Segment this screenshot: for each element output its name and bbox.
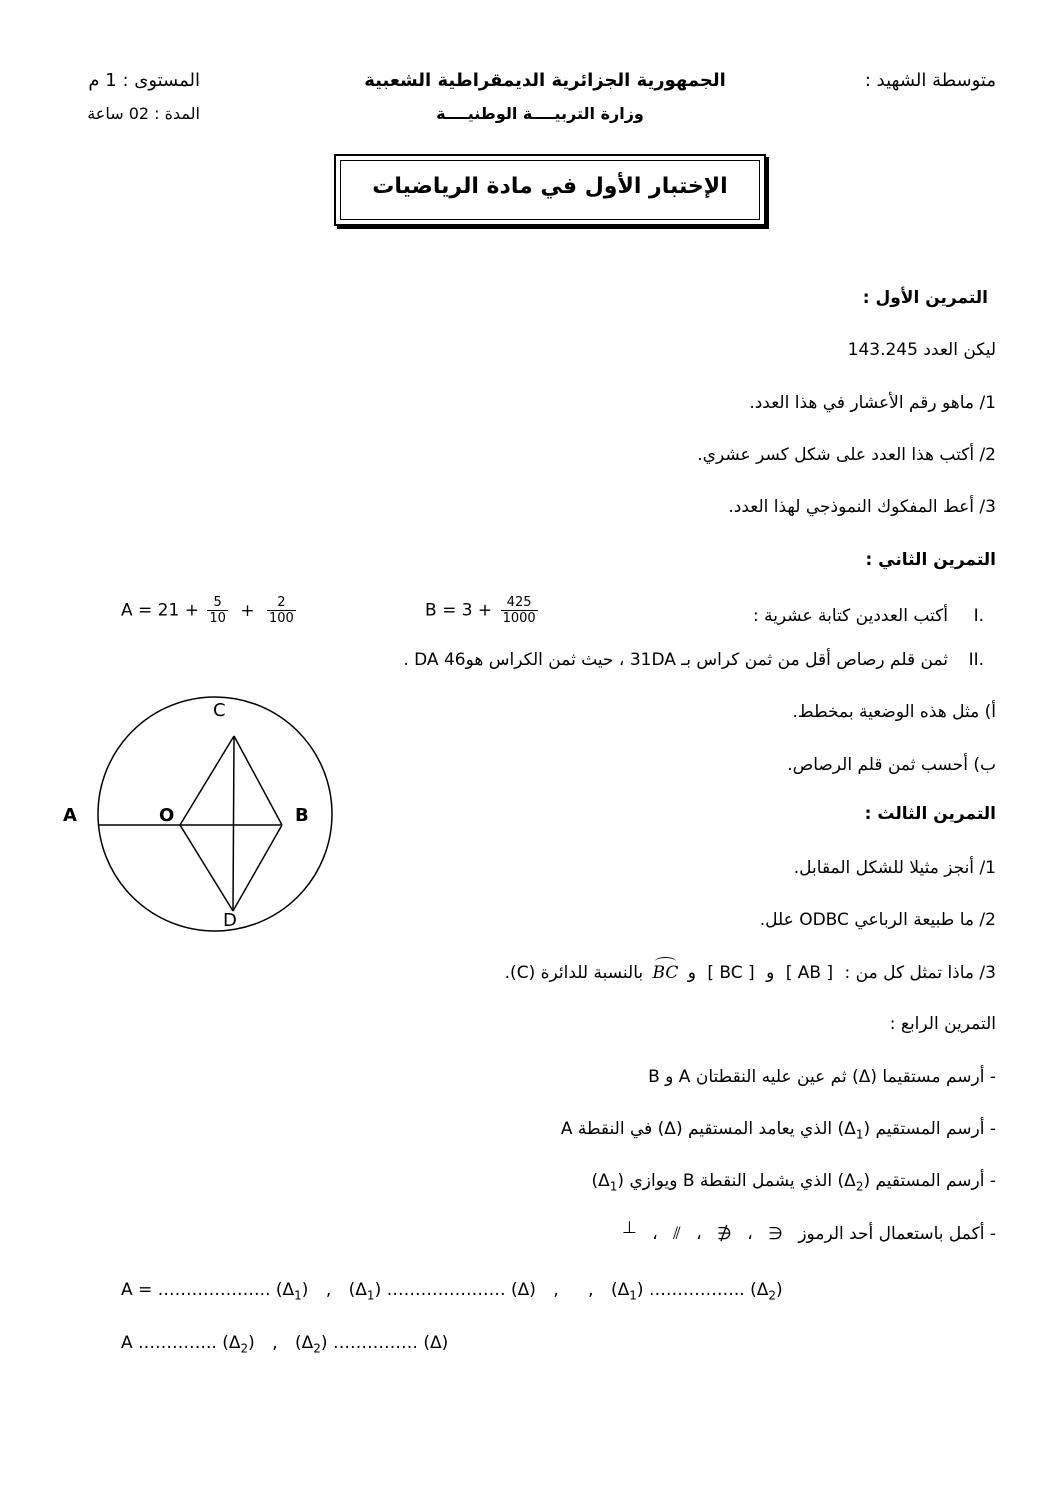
ex2-p1-text: أكتب العددين كتابة عشرية :	[752, 606, 948, 626]
ex4-l1: - أرسم مستقيما (Δ) ثم عين عليه النقطتان A و B	[648, 1067, 996, 1087]
row1-item3-sub: 1	[629, 1288, 637, 1303]
expr-b-fraction	[501, 595, 538, 626]
row1-comma-1: ,	[325, 1280, 332, 1300]
ex4-l3-sub: 2	[855, 1179, 864, 1194]
circle-figure	[50, 696, 410, 936]
ex4-l3-sub2: 1	[609, 1179, 618, 1194]
row1-item3-post2: )	[776, 1280, 783, 1300]
ex1-heading: التمرين الأول :	[862, 288, 988, 308]
expr-b	[425, 595, 541, 626]
row2-item2-sub: 2	[313, 1341, 321, 1356]
completion-row-1	[121, 1280, 783, 1302]
symbol-parallel: ⫽	[673, 1224, 681, 1244]
row2-item2	[295, 1333, 449, 1356]
row1-item3-sub2: 2	[768, 1288, 776, 1303]
ex4-l3	[592, 1171, 997, 1193]
ex1-q3: 3/ أعط المفكوك النموذجي لهذا العدد.	[728, 497, 996, 517]
row2-item1-sub: 2	[240, 1341, 249, 1356]
row1-item1-pre: A = ……………….. (Δ	[121, 1280, 295, 1300]
row1-item3-pre: (Δ	[610, 1280, 630, 1300]
ex4-l2-a: - أرسم المستقيم (Δ	[844, 1119, 996, 1139]
ex4-l2-b: ) الذي يعامد المستقيم (Δ) في النقطة A	[560, 1119, 845, 1139]
ex2-heading: التمرين الثاني :	[865, 550, 996, 570]
label-a: A	[63, 805, 77, 826]
ex3-q3-bc: [ BC ]	[707, 963, 755, 983]
symbol-not-in: ∉	[717, 1224, 732, 1244]
expr-b-lhs: B = 3 +	[425, 600, 493, 621]
symbol-perp: ⊥	[621, 1218, 637, 1238]
ex3-heading: التمرين الثالث :	[864, 804, 996, 824]
ex4-l3-c: )	[591, 1171, 599, 1191]
ex2-p2-text: ثمن قلم رصاص أقل من ثمن كراس بـ 31DA ، حيث ثمن الكراس هو46 DA .	[403, 650, 948, 670]
row1-item1-post: )	[301, 1280, 309, 1300]
expr-a-f1-num: 5	[207, 595, 228, 611]
row1-comma-3: ,	[588, 1280, 594, 1300]
title-box	[334, 154, 766, 226]
expr-b-num: 425	[501, 595, 538, 611]
level-label: المستوى : 1 م	[88, 70, 200, 91]
label-b: B	[295, 805, 309, 826]
expr-a	[121, 595, 299, 626]
row1-item3-post: ) …………….. (Δ	[636, 1280, 769, 1300]
symbol-in: ∈	[768, 1224, 783, 1244]
page-title: الإختبار الأول في مادة الرياضيات	[372, 174, 728, 199]
ex3-q3-ab: [ AB ]	[785, 963, 834, 983]
ex3-q3-prefix: 3/ ماذا تمثل كل من :	[844, 963, 996, 983]
ex3-q3-arc-text: BC	[652, 963, 679, 983]
chord-cd	[233, 736, 234, 911]
expr-a-f2-den: 100	[268, 611, 294, 626]
symbol-sep-3: ،	[652, 1224, 658, 1244]
symbol-sep-1: ،	[747, 1224, 753, 1244]
expr-a-fraction-2	[267, 595, 296, 626]
expr-a-fraction-1	[207, 595, 228, 626]
expr-a-f1-den: 10	[209, 611, 226, 626]
symbol-sep-2: ،	[696, 1224, 702, 1244]
ministry-name: وزارة التربيــــة الوطنيــــة	[436, 104, 644, 123]
ex2-p1-marker: I.	[973, 606, 984, 626]
ex3-q1: 1/ أنجز مثيلا للشكل المقابل.	[793, 858, 996, 878]
ex4-l2-sub: 1	[855, 1127, 864, 1142]
row1-item2-sub: 1	[366, 1288, 375, 1303]
ex4-heading: التمرين الرابع :	[889, 1014, 996, 1034]
row2-item1	[121, 1333, 255, 1356]
ex2-p2-marker: II.	[968, 650, 984, 670]
ex4-l3-b: ) الذي يشمل النقطة B ويوازي (Δ	[598, 1171, 845, 1191]
row2-item2-pre: (Δ	[295, 1333, 314, 1353]
row2-comma: ,	[272, 1333, 278, 1353]
segment-bd	[233, 825, 282, 911]
ex3-q2: 2/ ما طبيعة الرباعي ODBC علل.	[759, 910, 996, 930]
duration-label: المدة : 02 ساعة	[87, 104, 200, 123]
row2-item1-pre: A ………….. (Δ	[121, 1333, 241, 1353]
ex3-q3-and1: و	[766, 963, 775, 983]
expr-a-f2-num: 2	[267, 595, 296, 611]
ex3-q3-suffix: بالنسبة للدائرة (C).	[504, 963, 644, 983]
expr-a-plus: +	[240, 600, 255, 621]
ex2-qb: ب) أحسب ثمن قلم الرصاص.	[787, 755, 996, 775]
ex2-qa: أ) مثل هذه الوضعية بمخطط.	[792, 702, 996, 722]
label-d: D	[223, 910, 237, 931]
row1-item2-pre: (Δ	[348, 1280, 367, 1300]
ex3-q3-arc	[653, 963, 679, 983]
ex4-l4	[612, 1218, 996, 1244]
expr-a-lhs: A = 21 +	[121, 600, 199, 621]
row2-item1-post: )	[248, 1333, 255, 1353]
row1-comma-2: ,	[553, 1280, 559, 1300]
ex1-q1: 1/ ماهو رقم الأعشار في هذا العدد.	[749, 393, 996, 413]
arc-hat-icon	[655, 957, 677, 966]
republic-name: الجمهورية الجزائرية الديمقراطية الشعبية	[364, 70, 726, 91]
row1-item3	[610, 1280, 783, 1303]
ex1-q2: 2/ أكتب هذا العدد على شكل كسر عشري.	[697, 445, 996, 465]
row1-item2	[348, 1280, 536, 1303]
ex4-l3-a: - أرسم المستقيم (Δ	[844, 1171, 996, 1191]
row1-item2-post: ) ………………… (Δ)	[374, 1280, 536, 1300]
completion-row-2	[121, 1333, 448, 1355]
ex3-q3	[505, 963, 996, 983]
row1-item1-sub: 1	[294, 1288, 302, 1303]
ex4-l4-text: - أكمل باستعمال أحد الرموز	[798, 1224, 996, 1244]
label-c: C	[213, 700, 226, 721]
ex4-l2	[561, 1119, 996, 1141]
ex3-q3-and2: و	[687, 963, 696, 983]
row2-item2-post: ) …………… (Δ)	[320, 1333, 449, 1353]
expr-b-den: 1000	[502, 611, 536, 626]
segment-cb	[234, 736, 282, 825]
ex1-intro: ليكن العدد 143.245	[847, 340, 996, 360]
school-name: متوسطة الشهيد :	[864, 70, 996, 91]
segment-oc	[180, 736, 234, 825]
label-o: O	[159, 805, 175, 826]
row1-item1	[121, 1280, 309, 1303]
segment-do	[180, 825, 233, 911]
